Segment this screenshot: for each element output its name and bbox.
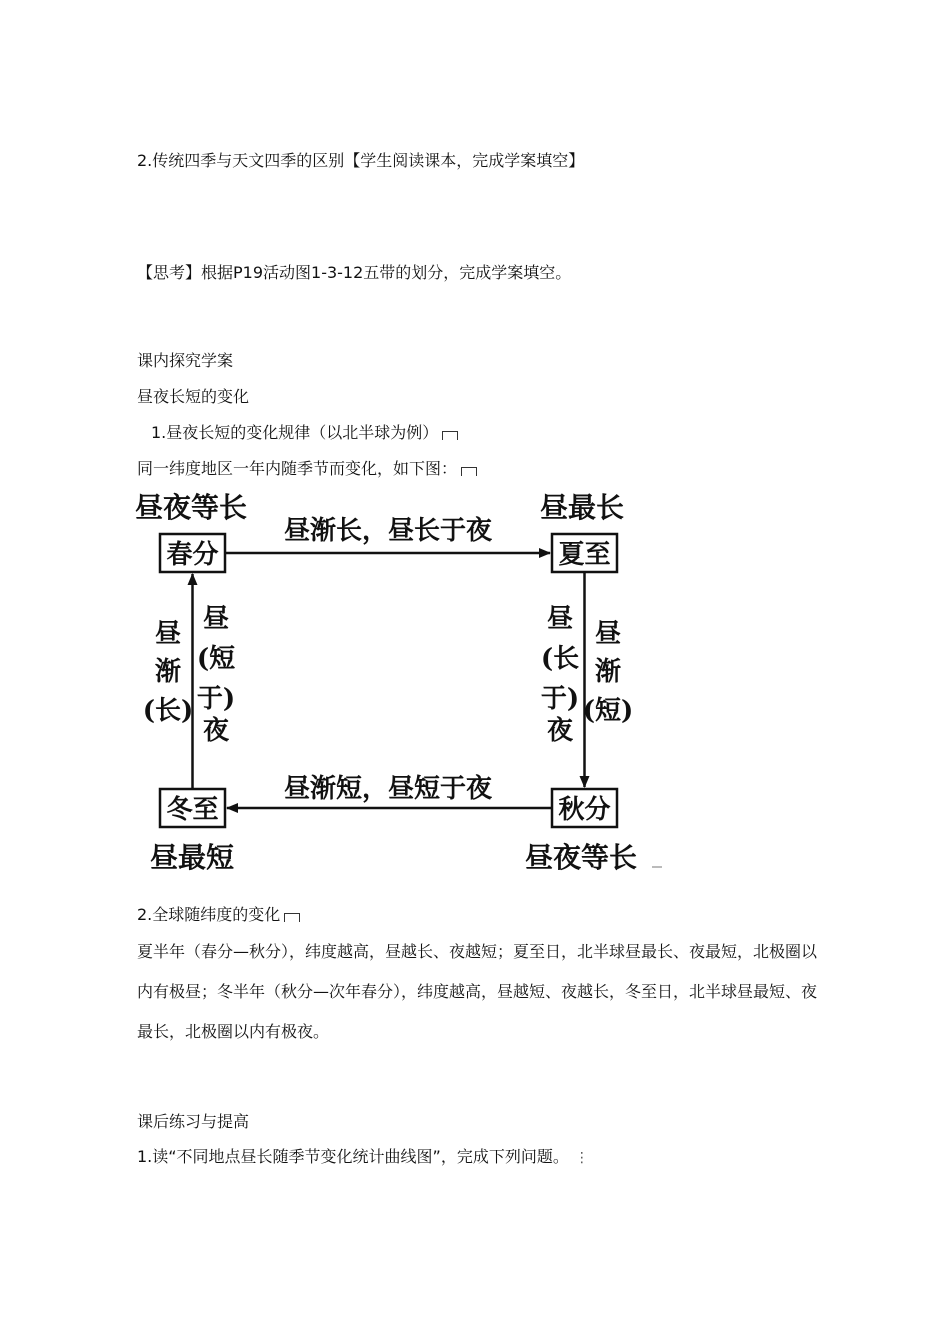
anchor-mark-icon: [442, 431, 458, 440]
left-inner-char: 夜: [202, 716, 230, 746]
spring-label: 春分: [166, 540, 219, 570]
left-inner-char: 昼: [202, 604, 230, 634]
item2-heading: [137, 905, 300, 925]
winter-box: [160, 789, 225, 827]
item1-subline-text: 同一纬度地区一年内随季节而变化，如下图：: [137, 459, 458, 478]
day-night-cycle-diagram: [130, 487, 670, 882]
right-inner-char: 于): [540, 684, 580, 714]
right-outer-char: 渐: [594, 657, 622, 687]
right-outer-char: 昼: [594, 619, 622, 649]
item1-subline: [137, 459, 477, 479]
summer-box: [552, 534, 617, 572]
item1-heading-text: 1.昼夜长短的变化规律（以北半球为例）: [151, 423, 439, 442]
item2-heading-text: 2.全球随纬度的变化: [137, 905, 281, 924]
inclass-title: [137, 351, 233, 371]
top-arrow-text: 昼渐长，昼长于夜: [283, 516, 493, 546]
autumn-note: 昼夜等长: [525, 841, 638, 874]
right-inner-char: 昼: [546, 604, 574, 634]
item1-heading: [151, 423, 458, 443]
winter-label: 冬至: [166, 795, 219, 825]
section2-heading: [137, 151, 584, 171]
left-outer-text: [143, 619, 194, 726]
exercise-1-text: 1.读“不同地点昼长随季节变化统计曲线图”，完成下列问题。: [137, 1147, 569, 1166]
topic-title: [137, 387, 249, 407]
anchor-mark-icon: [461, 467, 477, 476]
left-inner-char: 于): [196, 684, 236, 714]
right-outer-text: [583, 619, 634, 726]
item2-paragraph-text: 夏半年（春分—秋分），纬度越高，昼越长、夜越短；夏至日，北半球昼最长、夜最短，北极圈以内有极昼；冬半年（秋分—次年春分），纬度越高，昼越短、夜越长，冬至日，北半球昼最短、夜最长，北极圈以内有极夜。: [137, 942, 818, 1041]
autumn-box: [552, 789, 617, 827]
spring-box: [160, 534, 225, 572]
right-inner-char: 夜: [546, 716, 574, 746]
left-outer-char: (长): [142, 696, 194, 726]
summer-note: 昼最长: [540, 491, 625, 524]
anchor-mark-icon: [284, 913, 300, 922]
section2-heading-text: 2.传统四季与天文四季的区别【学生阅读课本，完成学案填空】: [137, 151, 585, 170]
autumn-label: 秋分: [558, 795, 611, 825]
left-inner-char: (短: [196, 644, 236, 674]
right-inner-char: (长: [540, 644, 580, 674]
left-outer-char: 昼: [154, 619, 182, 649]
text-cursor-icon: ⋮: [574, 1150, 589, 1166]
inclass-title-text: 课内探究学案: [137, 351, 234, 370]
think-prompt-text: 【思考】根据P19活动图1-3-12五带的划分，完成学案填空。: [137, 263, 572, 282]
right-inner-text: [541, 604, 579, 746]
left-inner-text: [197, 604, 235, 746]
exercise-1: [137, 1147, 589, 1168]
winter-note: 昼最短: [150, 841, 235, 874]
spring-note: 昼夜等长: [135, 491, 248, 524]
topic-title-text: 昼夜长短的变化: [137, 387, 250, 406]
think-prompt: [137, 263, 571, 283]
item2-paragraph: [137, 932, 819, 1052]
right-outer-char: (短): [582, 696, 634, 726]
left-outer-char: 渐: [154, 657, 182, 687]
summer-label: 夏至: [558, 540, 611, 570]
after-class-title: [137, 1112, 249, 1132]
bottom-arrow-text: 昼渐短，昼短于夜: [283, 774, 493, 804]
after-class-title-text: 课后练习与提高: [137, 1112, 250, 1131]
